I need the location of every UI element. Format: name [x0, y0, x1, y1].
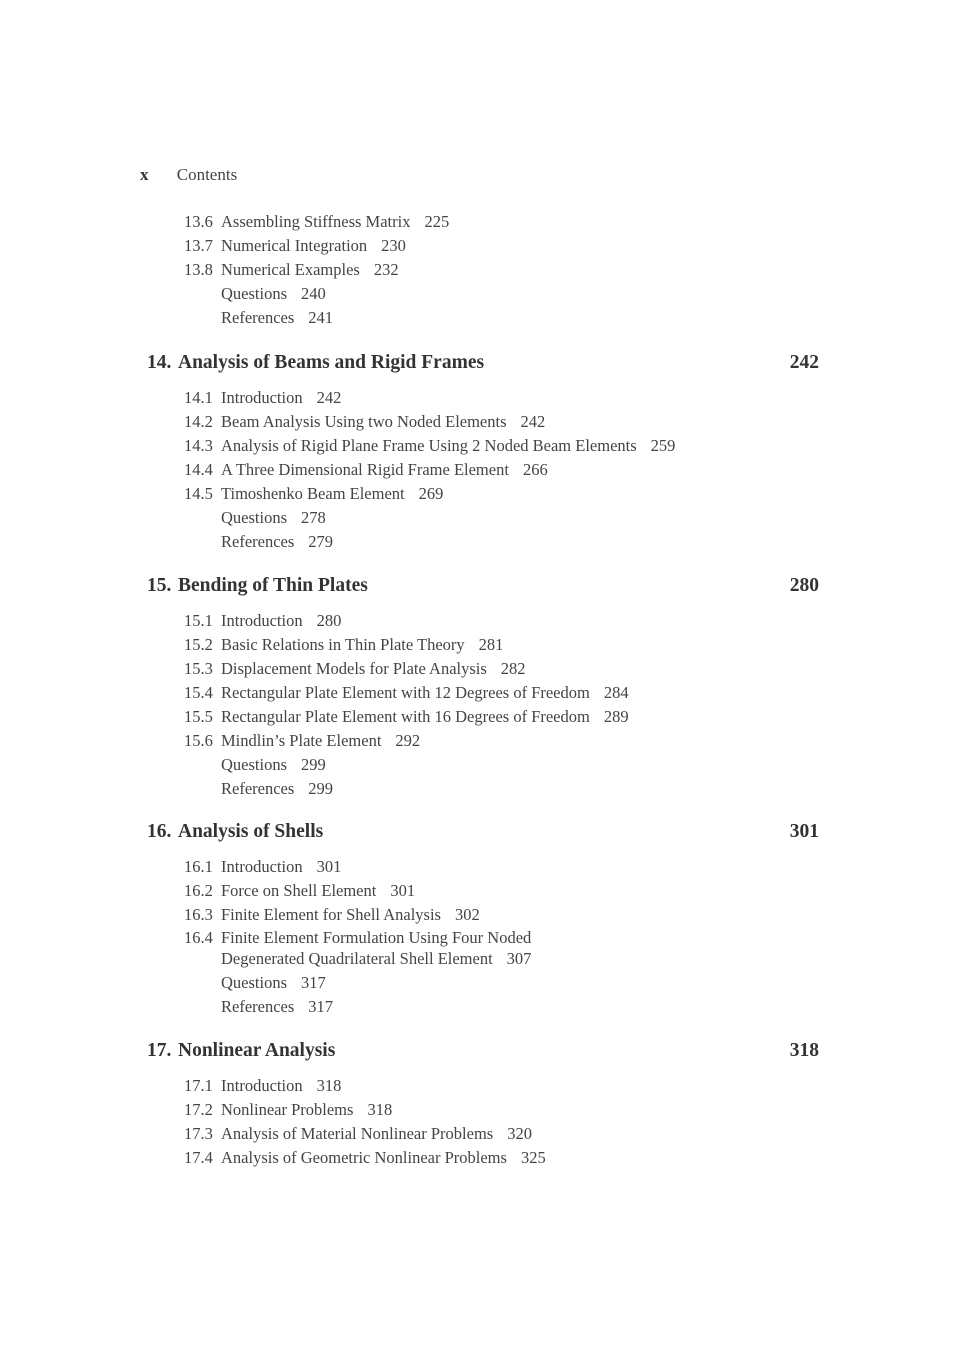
- section-number: 14.2: [184, 412, 213, 431]
- chapter-heading[interactable]: [0, 1040, 960, 1074]
- section-title: Numerical Examples: [221, 260, 360, 279]
- section-page: 269: [418, 484, 444, 503]
- toc-section-15-2[interactable]: [0, 633, 960, 657]
- section-page: 278: [301, 508, 326, 527]
- section-page: 242: [520, 412, 546, 431]
- chapter-17: [0, 1018, 960, 1170]
- section-page: 242: [316, 388, 342, 407]
- toc-section-17-3[interactable]: [0, 1122, 960, 1146]
- page-folio: x: [140, 165, 149, 184]
- running-head: [140, 165, 237, 185]
- section-page: 289: [603, 707, 629, 726]
- section-title: Introduction: [221, 1076, 303, 1095]
- section-page: 284: [603, 683, 629, 702]
- section-title: Displacement Models for Plate Analysis: [221, 659, 487, 678]
- section-page: 281: [478, 635, 504, 654]
- section-title: References: [221, 997, 295, 1016]
- section-page: 301: [390, 881, 416, 900]
- section-number: 16.4: [184, 928, 213, 947]
- section-page: 301: [316, 857, 342, 876]
- toc-references-16[interactable]: [0, 995, 960, 1019]
- toc-section-13-7[interactable]: [0, 234, 960, 258]
- toc-references-15[interactable]: [0, 777, 960, 801]
- section-title: Nonlinear Problems: [221, 1100, 354, 1119]
- section-number: 15.6: [184, 731, 213, 750]
- section-page: 317: [301, 973, 326, 992]
- chapter-16: [0, 799, 960, 1019]
- section-page: 279: [308, 532, 334, 551]
- section-number: 13.8: [184, 260, 213, 279]
- toc-section-14-1[interactable]: [0, 386, 960, 410]
- chapter-heading[interactable]: [0, 821, 960, 855]
- toc-section-16-1[interactable]: [0, 855, 960, 879]
- chapter-heading[interactable]: [0, 575, 960, 609]
- section-page: 307: [506, 949, 532, 968]
- toc-section-15-4[interactable]: [0, 681, 960, 705]
- toc-section-14-4[interactable]: [0, 458, 960, 482]
- toc-section-17-4[interactable]: [0, 1146, 960, 1170]
- section-title: Beam Analysis Using two Noded Elements: [221, 412, 507, 431]
- section-number: 17.2: [184, 1100, 213, 1119]
- toc-section-14-2[interactable]: [0, 410, 960, 434]
- toc-section-13-8[interactable]: [0, 258, 960, 282]
- section-page: 325: [520, 1148, 546, 1167]
- chapter-title: Analysis of Shells: [178, 821, 324, 842]
- section-title: Force on Shell Element: [221, 881, 377, 900]
- section-number: 17.4: [184, 1148, 213, 1167]
- toc-section-13-6[interactable]: [0, 210, 960, 234]
- toc-section-16-4[interactable]: [0, 927, 960, 971]
- chapter-page: 242: [789, 352, 819, 373]
- toc-questions-14[interactable]: [0, 506, 960, 530]
- section-page: 280: [316, 611, 342, 630]
- section-title: Finite Element for Shell Analysis: [221, 905, 441, 924]
- section-number: 13.6: [184, 212, 213, 231]
- section-title-continued: Degenerated Quadrilateral Shell Element: [221, 949, 493, 968]
- section-number: 17.3: [184, 1124, 213, 1143]
- section-page: 241: [308, 308, 334, 327]
- section-title: Basic Relations in Thin Plate Theory: [221, 635, 465, 654]
- section-page: 232: [373, 260, 399, 279]
- chapter-15: [0, 553, 960, 801]
- chapter-page: 301: [789, 821, 819, 842]
- section-page: 299: [308, 779, 334, 798]
- toc-section-14-5[interactable]: [0, 482, 960, 506]
- section-title: Timoshenko Beam Element: [221, 484, 405, 503]
- chapter-page: 318: [789, 1040, 819, 1061]
- toc-section-16-3[interactable]: [0, 903, 960, 927]
- section-title: References: [221, 308, 295, 327]
- toc-questions-16[interactable]: [0, 971, 960, 995]
- toc-section-15-6[interactable]: [0, 729, 960, 753]
- section-number: 14.5: [184, 484, 213, 503]
- chapter-number: 16.: [147, 821, 172, 842]
- section-page: 299: [301, 755, 326, 774]
- section-title: A Three Dimensional Rigid Frame Element: [221, 460, 509, 479]
- chapter-title: Nonlinear Analysis: [178, 1040, 336, 1061]
- section-number: 15.1: [184, 611, 213, 630]
- toc-questions-15[interactable]: [0, 753, 960, 777]
- toc-section-15-3[interactable]: [0, 657, 960, 681]
- toc-section-16-2[interactable]: [0, 879, 960, 903]
- section-number: 15.5: [184, 707, 213, 726]
- section-number: 13.7: [184, 236, 213, 255]
- section-title: References: [221, 532, 295, 551]
- section-page: 302: [454, 905, 480, 924]
- section-number: 14.3: [184, 436, 213, 455]
- section-page: 318: [367, 1100, 393, 1119]
- section-title: Questions: [221, 508, 287, 527]
- section-title: Analysis of Rigid Plane Frame Using 2 Noded Beam Elements: [221, 436, 637, 455]
- section-number: 17.1: [184, 1076, 213, 1095]
- section-page: 225: [424, 212, 450, 231]
- section-page: 317: [308, 997, 334, 1016]
- running-head-title: Contents: [176, 165, 238, 184]
- section-number: 15.4: [184, 683, 213, 702]
- section-title: References: [221, 779, 295, 798]
- section-number: 16.3: [184, 905, 213, 924]
- section-title: Numerical Integration: [221, 236, 368, 255]
- section-page: 259: [650, 436, 676, 455]
- section-title: Rectangular Plate Element with 16 Degrees of Freedom: [221, 707, 590, 726]
- chapter-number: 14.: [147, 352, 172, 373]
- toc-references-14[interactable]: [0, 530, 960, 554]
- section-title: Assembling Stiffness Matrix: [221, 212, 411, 231]
- section-title: Mindlin’s Plate Element: [221, 731, 382, 750]
- toc-questions-13[interactable]: [0, 282, 960, 306]
- toc-references-13[interactable]: [0, 306, 960, 330]
- toc-section-17-1[interactable]: [0, 1074, 960, 1098]
- chapter-13-continued: [0, 210, 960, 330]
- section-page: 266: [522, 460, 548, 479]
- section-number: 14.4: [184, 460, 213, 479]
- section-title: Questions: [221, 284, 287, 303]
- section-title: Analysis of Geometric Nonlinear Problems: [221, 1148, 507, 1167]
- section-number: 16.2: [184, 881, 213, 900]
- section-title: Questions: [221, 755, 287, 774]
- section-number: 15.2: [184, 635, 213, 654]
- section-number: 16.1: [184, 857, 213, 876]
- section-number: 14.1: [184, 388, 213, 407]
- section-page: 320: [507, 1124, 532, 1143]
- section-page: 230: [381, 236, 406, 255]
- chapter-number: 15.: [147, 575, 172, 596]
- section-page: 292: [395, 731, 421, 750]
- section-title: Analysis of Material Nonlinear Problems: [221, 1124, 494, 1143]
- section-title: Questions: [221, 973, 287, 992]
- chapter-number: 17.: [147, 1040, 172, 1061]
- section-title: Introduction: [221, 388, 303, 407]
- section-title: Finite Element Formulation Using Four Noded: [221, 928, 532, 947]
- chapter-title: Bending of Thin Plates: [178, 575, 368, 596]
- section-title: Rectangular Plate Element with 12 Degrees of Freedom: [221, 683, 590, 702]
- toc-section-14-3[interactable]: [0, 434, 960, 458]
- chapter-page: 280: [789, 575, 819, 596]
- section-title: Introduction: [221, 857, 303, 876]
- chapter-title: Analysis of Beams and Rigid Frames: [178, 352, 485, 373]
- section-page: 240: [301, 284, 326, 303]
- chapter-heading[interactable]: [0, 352, 960, 386]
- toc-section-15-1[interactable]: [0, 609, 960, 633]
- toc-section-17-2[interactable]: [0, 1098, 960, 1122]
- section-title: Introduction: [221, 611, 303, 630]
- toc-section-15-5[interactable]: [0, 705, 960, 729]
- section-page: 282: [500, 659, 526, 678]
- chapter-14: [0, 330, 960, 554]
- section-page: 318: [316, 1076, 342, 1095]
- section-number: 15.3: [184, 659, 213, 678]
